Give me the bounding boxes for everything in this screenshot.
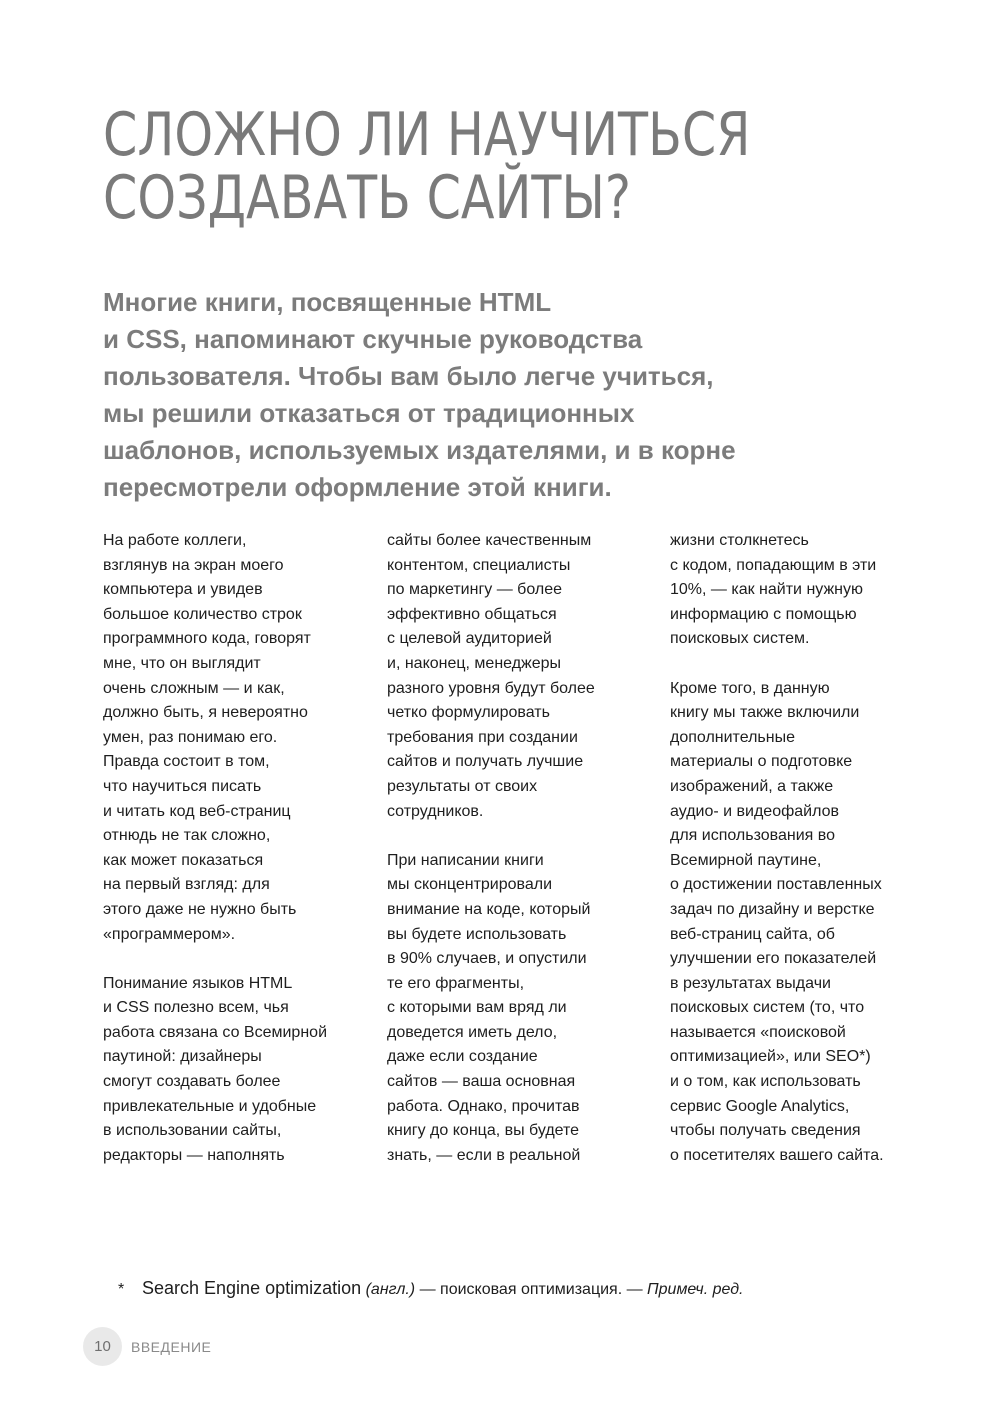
body-line: редакторы — наполнять [103, 1146, 285, 1164]
body-line: умен, раз понимаю его. [103, 728, 278, 746]
body-line: чтобы получать сведения [670, 1122, 861, 1140]
footnote [118, 1276, 743, 1302]
body-line: с кодом, попадающим в эти [670, 556, 877, 574]
body-paragraph [387, 849, 637, 1169]
body-line: в использовании сайты, [103, 1122, 282, 1140]
body-line: отнюдь не так сложно, [103, 827, 271, 845]
body-line: Всемирной паутине, [670, 851, 822, 869]
body-line: называется «поисковой [670, 1023, 846, 1041]
body-line: программного кода, говорят [103, 630, 311, 648]
lead-line: пользователя. Чтобы вам было легче учиться, [103, 361, 714, 391]
body-line: поисковых систем (то, что [670, 999, 865, 1017]
body-line: четко формулировать [387, 704, 550, 722]
body-line: сайты более качественным [387, 532, 592, 549]
body-line: 10%, — как найти нужную [670, 581, 863, 599]
body-line: для использования во [670, 827, 835, 845]
body-line: этого даже не нужно быть [103, 900, 297, 918]
body-line: «программером». [103, 925, 236, 943]
body-paragraph [387, 529, 637, 824]
body-line: сайтов и получать лучшие [387, 753, 584, 771]
lead-line: пересмотрели оформление этой книги. [103, 472, 612, 502]
body-line: улучшении его показателей [670, 950, 877, 968]
body-line: поисковых систем. [670, 630, 810, 648]
body-line: очень сложным — и как, [103, 679, 285, 697]
body-line: с целевой аудиторией [387, 630, 552, 648]
footnote-language: (англ.) [365, 1281, 416, 1298]
body-line: смогут создавать более [103, 1073, 281, 1091]
lead-paragraph [103, 284, 823, 506]
body-line: аудио- и видеофайлов [670, 802, 839, 820]
body-line: жизни столкнетесь [670, 532, 809, 549]
body-line: с которыми вам вряд ли [387, 999, 567, 1017]
body-line: дополнительные [670, 728, 795, 746]
footnote-editor-note: Примеч. ред. [647, 1281, 744, 1298]
body-line: изображений, а также [670, 777, 834, 795]
body-line: и о том, как использовать [670, 1073, 861, 1091]
body-line: даже если создание [387, 1048, 538, 1066]
body-line: взглянув на экран моего [103, 556, 284, 574]
text-column-2 [387, 529, 637, 1193]
body-line: веб-страниц сайта, об [670, 925, 835, 943]
body-line: оптимизацией», или SEO*) [670, 1048, 871, 1066]
body-line: компьютера и увидев [103, 581, 263, 599]
body-line: мы сконцентрировали [387, 876, 553, 894]
body-line: работа связана со Всемирной [103, 1023, 327, 1041]
body-paragraph [103, 529, 353, 947]
body-line: На работе коллеги, [103, 532, 247, 549]
body-line: в результатах выдачи [670, 974, 831, 992]
body-paragraph [670, 529, 920, 652]
body-line: паутиной: дизайнеры [103, 1048, 262, 1066]
body-line: привлекательные и удобные [103, 1097, 317, 1115]
text-column-3 [670, 529, 920, 1193]
body-line: При написании книги [387, 851, 544, 869]
body-line: большое количество строк [103, 605, 302, 623]
body-line: и, наконец, менеджеры [387, 654, 562, 672]
body-line: Правда состоит в том, [103, 753, 270, 771]
body-line: информацию с помощью [670, 605, 857, 623]
lead-line: мы решили отказаться от традиционных [103, 398, 635, 428]
footnote-text: — поисковая оптимизация. — [415, 1281, 648, 1298]
page-title-line: СОЗДАВАТЬ САЙТЫ? [103, 163, 631, 233]
body-line: по маркетингу — более [387, 581, 563, 599]
body-line: сервис Google Analytics, [670, 1097, 850, 1115]
body-line: те его фрагменты, [387, 974, 525, 992]
body-line: как может показаться [103, 851, 264, 869]
body-line: книгу мы также включили [670, 704, 860, 722]
page-number: 10 [83, 1327, 122, 1366]
body-line: контентом, специалисты [387, 556, 571, 574]
body-line: доведется иметь дело, [387, 1023, 558, 1041]
body-line: и CSS полезно всем, чья [103, 999, 289, 1017]
body-line: о достижении поставленных [670, 876, 882, 894]
lead-line: Многие книги, посвященные HTML [103, 287, 552, 317]
body-line: материалы о подготовке [670, 753, 853, 771]
body-paragraph [103, 972, 353, 1169]
body-line: в 90% случаев, и опустили [387, 950, 587, 968]
body-line: разного уровня будут более [387, 679, 595, 697]
footnote-mark: * [118, 1281, 125, 1298]
body-line: о посетителях вашего сайта. [670, 1146, 884, 1164]
body-line: что научиться писать [103, 777, 262, 795]
lead-line: и CSS, напоминают скучные руководства [103, 324, 643, 354]
body-line: книгу до конца, вы будете [387, 1122, 580, 1140]
body-line: Понимание языков HTML [103, 974, 293, 992]
body-line: задач по дизайну и верстке [670, 900, 875, 918]
body-line: работа. Однако, прочитав [387, 1097, 580, 1115]
body-line: сотрудников. [387, 802, 484, 820]
page-title [103, 100, 808, 233]
body-line: требования при создании [387, 728, 578, 746]
page-title-line: СЛОЖНО ЛИ НАУЧИТЬСЯ [103, 100, 751, 170]
body-line: сайтов — ваша основная [387, 1073, 576, 1091]
body-line: мне, что он выглядит [103, 654, 261, 672]
footnote-term: Search Engine optimization [142, 1278, 362, 1298]
body-paragraph [670, 677, 920, 1169]
section-name: ВВЕДЕНИЕ [131, 1339, 212, 1355]
body-line: Кроме того, в данную [670, 679, 830, 697]
body-line: знать, — если в реальной [387, 1146, 581, 1164]
body-line: результаты от своих [387, 777, 538, 795]
text-column-1 [103, 529, 353, 1193]
lead-line: шаблонов, используемых издателями, и в корне [103, 435, 736, 465]
body-line: внимание на коде, который [387, 900, 591, 918]
body-line: должно быть, я невероятно [103, 704, 308, 722]
body-line: вы будете использовать [387, 925, 567, 943]
body-line: на первый взгляд: для [103, 876, 270, 894]
body-line: эффективно общаться [387, 605, 557, 623]
body-line: и читать код веб-страниц [103, 802, 291, 820]
